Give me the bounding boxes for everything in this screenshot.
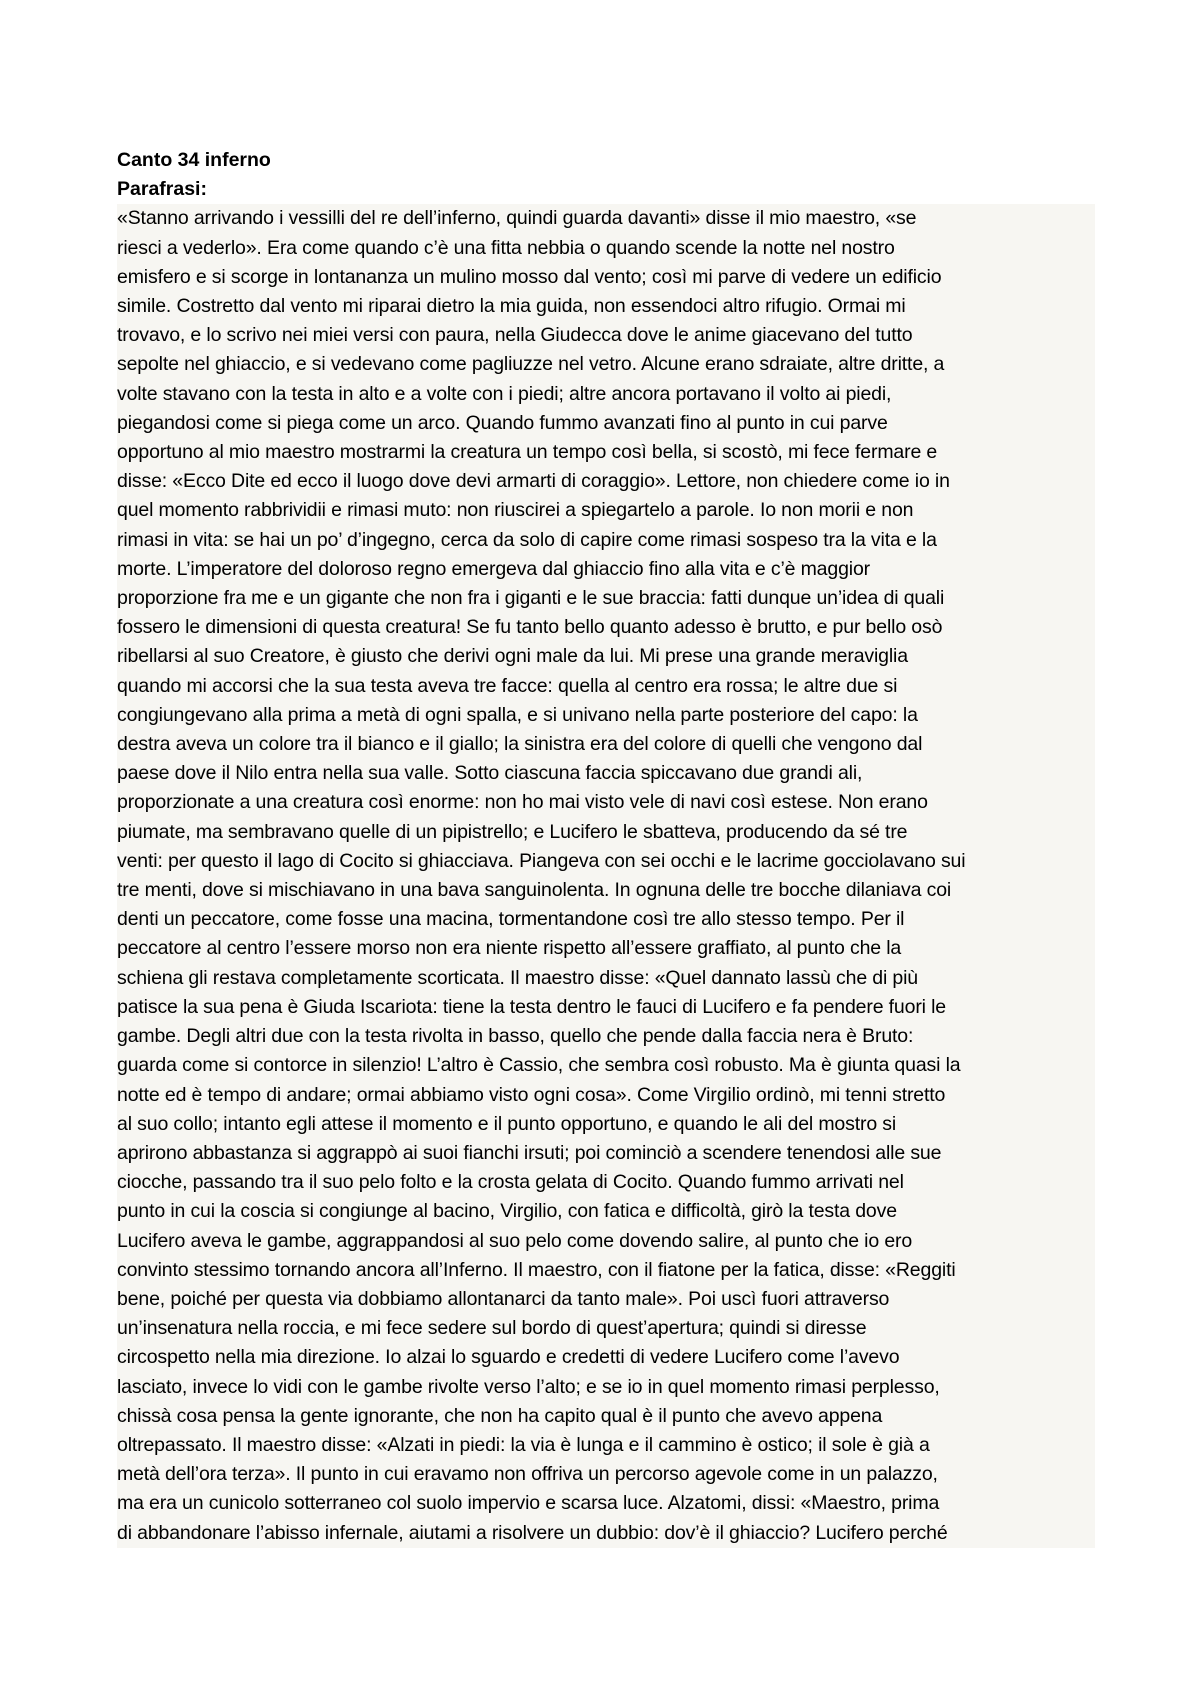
text-line: peccatore al centro l’essere morso non era niente rispetto all’essere graffiato, al punto che la <box>117 937 902 960</box>
text-line: schiena gli restava completamente scorticata. Il maestro disse: «Quel dannato lassù che di più <box>117 966 918 989</box>
text-line: un’insenatura nella roccia, e mi fece sedere sul bordo di quest’apertura; quindi si diresse <box>117 1317 867 1340</box>
text-line: rimasi in vita: se hai un po’ d’ingegno, cerca da solo di capire come rimasi sospeso tra la vita e la <box>117 528 937 551</box>
text-line: convinto stessimo tornando ancora all’Inferno. Il maestro, con il fiatone per la fatica, disse: «Reggiti <box>117 1258 956 1281</box>
text-line: fossero le dimensioni di questa creatura! Se fu tanto bello quanto adesso è brutto, e pur bello osò <box>117 616 943 639</box>
text-line: proporzionate a una creatura così enorme: non ho mai visto vele di navi così estese. Non erano <box>117 791 928 814</box>
document-page <box>117 146 1095 1548</box>
text-line: ribellarsi al suo Creatore, è giusto che derivi ogni male da lui. Mi prese una grande meraviglia <box>117 645 908 668</box>
text-line: trovavo, e lo scrivo nei miei versi con paura, nella Giudecca dove le anime giacevano del tutto <box>117 324 913 347</box>
text-line: simile. Costretto dal vento mi riparai dietro la mia guida, non essendoci altro rifugio. Ormai mi <box>117 295 906 318</box>
text-line: quel momento rabbrividii e rimasi muto: non riuscirei a spiegartelo a parole. Io non morii e non <box>117 499 914 522</box>
text-line: chissà cosa pensa la gente ignorante, che non ha capito qual è il punto che avevo appena <box>117 1404 883 1427</box>
text-line: «Stanno arrivando i vessilli del re dell’inferno, quindi guarda davanti» disse il mio maestro, «se <box>117 207 917 230</box>
text-line: disse: «Ecco Dite ed ecco il luogo dove devi armarti di coraggio». Lettore, non chiedere come io in <box>117 470 950 493</box>
text-line: metà dell’ora terza». Il punto in cui eravamo non offriva un percorso agevole come in un palazzo, <box>117 1463 938 1486</box>
text-line: destra aveva un colore tra il bianco e il giallo; la sinistra era del colore di quelli che vengono dal <box>117 733 923 756</box>
text-line: notte ed è tempo di andare; ormai abbiamo visto ogni cosa». Come Virgilio ordinò, mi tenni stretto <box>117 1083 946 1106</box>
text-line: guarda come si contorce in silenzio! L’altro è Cassio, che sembra così robusto. Ma è giunta quasi la <box>117 1054 961 1077</box>
text-line: aprirono abbastanza si aggrappò ai suoi fianchi irsuti; poi cominciò a scendere tenendosi alle sue <box>117 1141 942 1164</box>
text-line: venti: per questo il lago di Cocito si ghiacciava. Piangeva con sei occhi e le lacrime gocciolavano sui <box>117 849 966 872</box>
text-line: congiungevano alla prima a metà di ogni spalla, e si univano nella parte posteriore del capo: la <box>117 703 918 726</box>
text-line: volte stavano con la testa in alto e a volte con i piedi; altre ancora portavano il volto ai piedi, <box>117 382 892 405</box>
document-subtitle: Parafrasi: <box>117 178 207 201</box>
text-line: al suo collo; intanto egli attese il momento e il punto opportuno, e quando le ali del mostro si <box>117 1112 897 1135</box>
text-line: opportuno al mio maestro mostrarmi la creatura un tempo così bella, si scostò, mi fece fermare e <box>117 441 938 464</box>
document-title: Canto 34 inferno <box>117 149 271 171</box>
text-line: tre menti, dove si mischiavano in una bava sanguinolenta. In ognuna delle tre bocche dilaniava coi <box>117 879 952 902</box>
text-line: piumate, ma sembravano quelle di un pipistrello; e Lucifero le sbatteva, producendo da sé tre <box>117 820 908 843</box>
text-line: circospetto nella mia direzione. Io alzai lo sguardo e credetti di vedere Lucifero come l’avevo <box>117 1346 900 1369</box>
text-line: piegandosi come si piega come un arco. Quando fummo avanzati fino al punto in cui parve <box>117 411 888 434</box>
paraphrase-text <box>117 204 1095 1547</box>
text-line: ma era un cunicolo sotterraneo col suolo impervio e scarsa luce. Alzatomi, dissi: «Maestro, prima <box>117 1492 940 1515</box>
text-line: patisce la sua pena è Giuda Iscariota: tiene la testa dentro le fauci di Lucifero e fa pendere fuori le <box>117 995 946 1018</box>
text-line: ciocche, passando tra il suo pelo folto e la crosta gelata di Cocito. Quando fummo arrivati nel <box>117 1171 904 1194</box>
text-line: Lucifero aveva le gambe, aggrappandosi al suo pelo come dovendo salire, al punto che io ero <box>117 1229 913 1252</box>
text-line: riesci a vederlo». Era come quando c’è una fitta nebbia o quando scende la notte nel nostro <box>117 236 895 259</box>
text-line: oltrepassato. Il maestro disse: «Alzati in piedi: la via è lunga e il cammino è ostico; il sole è già a <box>117 1433 930 1456</box>
text-line: emisfero e si scorge in lontananza un mulino mosso dal vento; così mi parve di vedere un edificio <box>117 265 942 288</box>
text-line: lasciato, invece lo vidi con le gambe rivolte verso l’alto; e se io in quel momento rimasi perplesso, <box>117 1375 940 1398</box>
text-line: di abbandonare l’abisso infernale, aiutami a risolvere un dubbio: dov’è il ghiaccio? Lucifero perché <box>117 1521 948 1544</box>
text-line: denti un peccatore, come fosse una macina, tormentandone così tre allo stesso tempo. Per il <box>117 908 905 931</box>
text-line: bene, poiché per questa via dobbiamo allontanarci da tanto male». Poi uscì fuori attraverso <box>117 1287 890 1310</box>
text-line: paese dove il Nilo entra nella sua valle. Sotto ciascuna faccia spiccavano due grandi ali, <box>117 762 863 785</box>
text-line: morte. L’imperatore del doloroso regno emergeva dal ghiaccio fino alla vita e c’è maggior <box>117 557 870 580</box>
text-line: punto in cui la coscia si congiunge al bacino, Virgilio, con fatica e difficoltà, girò la testa dove <box>117 1200 897 1223</box>
text-line: gambe. Degli altri due con la testa rivolta in basso, quello che pende dalla faccia nera è Bruto: <box>117 1025 914 1048</box>
text-line: quando mi accorsi che la sua testa aveva tre facce: quella al centro era rossa; le altre due si <box>117 674 898 697</box>
text-line: proporzione fra me e un gigante che non fra i giganti e le sue braccia: fatti dunque un’idea di quali <box>117 587 945 610</box>
text-line: sepolte nel ghiaccio, e si vedevano come pagliuzze nel vetro. Alcune erano sdraiate, altre dritte, a <box>117 353 945 376</box>
